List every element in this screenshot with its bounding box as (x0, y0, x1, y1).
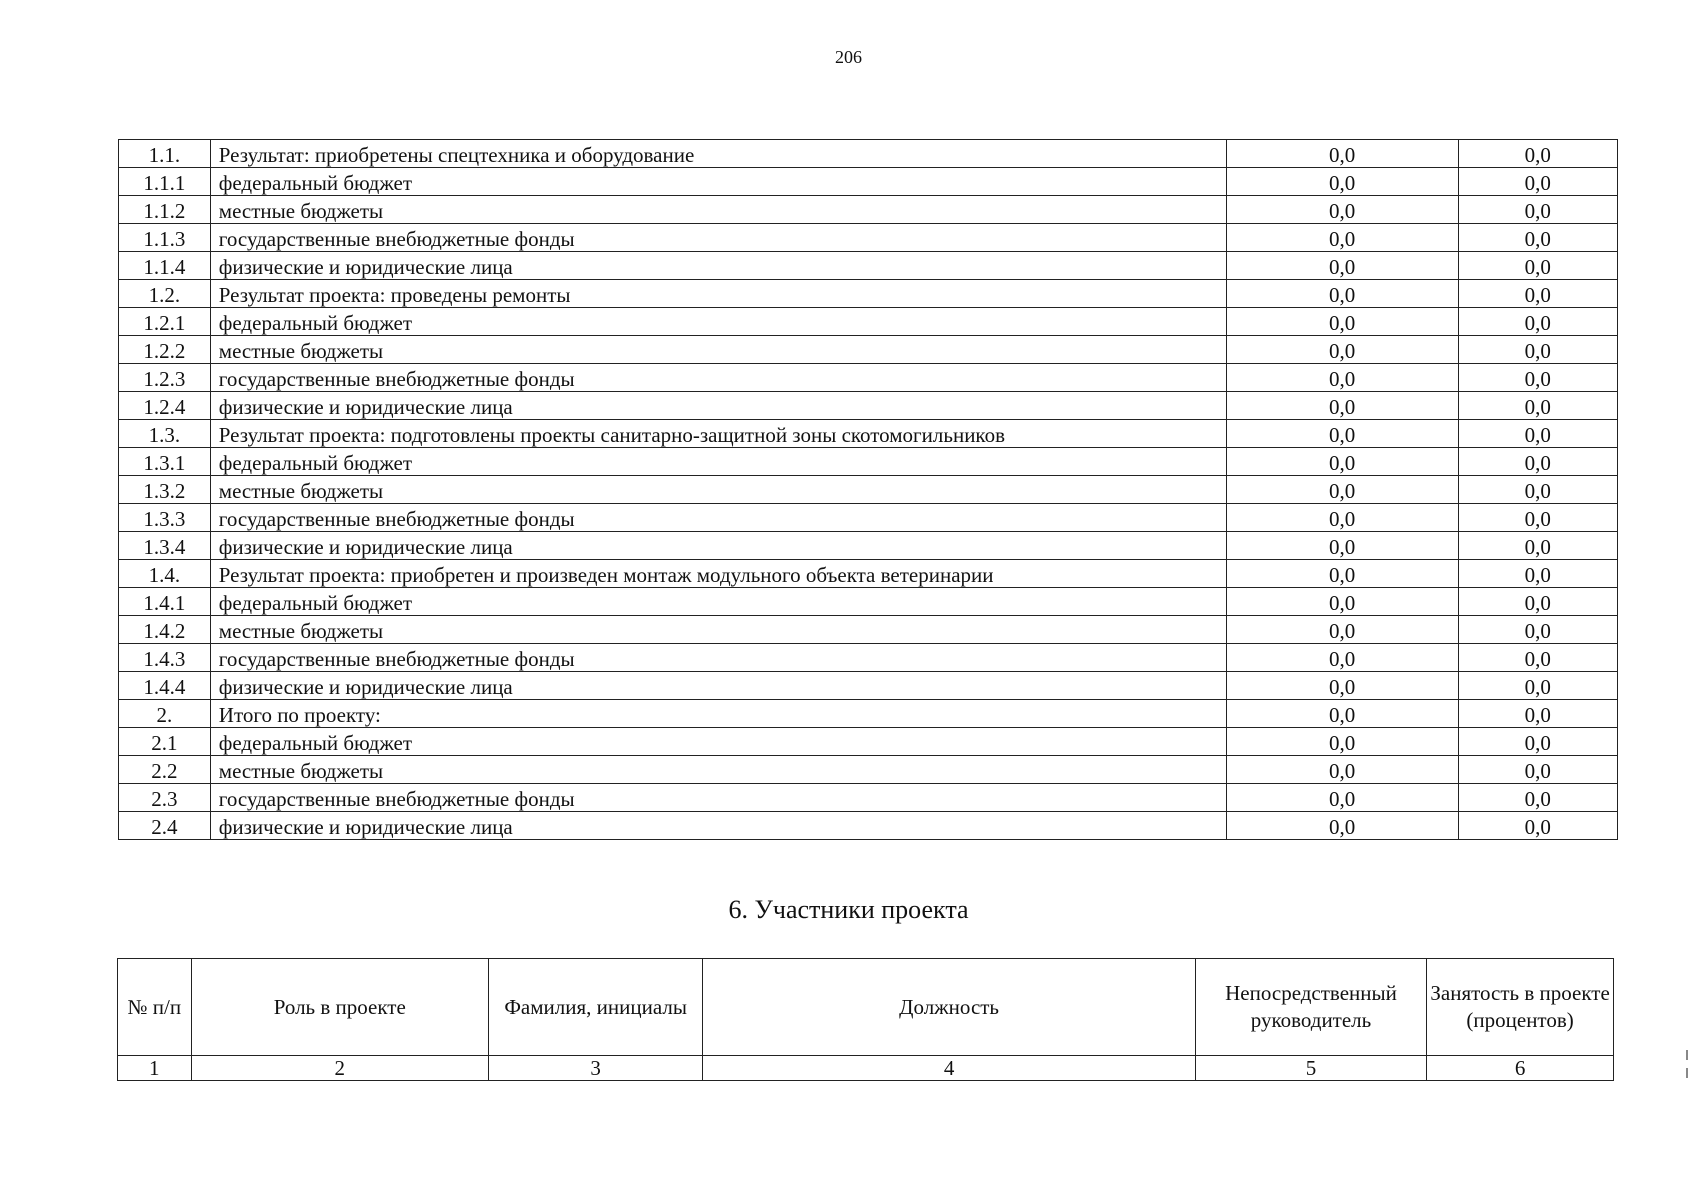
row-description: местные бюджеты (210, 336, 1226, 364)
row-number: 2.1 (119, 728, 211, 756)
row-value-2: 0,0 (1458, 616, 1617, 644)
row-description: федеральный бюджет (210, 728, 1226, 756)
row-description: государственные внебюджетные фонды (210, 364, 1226, 392)
row-value-2: 0,0 (1458, 560, 1617, 588)
row-value-1: 0,0 (1226, 280, 1458, 308)
row-description: местные бюджеты (210, 476, 1226, 504)
row-number: 1.1. (119, 140, 211, 168)
row-description: местные бюджеты (210, 616, 1226, 644)
header-employment: Занятость в проекте (процентов) (1427, 959, 1614, 1056)
row-number: 1.2.4 (119, 392, 211, 420)
row-value-2: 0,0 (1458, 504, 1617, 532)
row-description: государственные внебюджетные фонды (210, 224, 1226, 252)
row-description: государственные внебюджетные фонды (210, 644, 1226, 672)
table-row (119, 728, 1618, 756)
row-number: 1.3.1 (119, 448, 211, 476)
row-value-2: 0,0 (1458, 224, 1617, 252)
table-row (119, 504, 1618, 532)
row-description: федеральный бюджет (210, 168, 1226, 196)
row-description: государственные внебюджетные фонды (210, 784, 1226, 812)
table-row (119, 252, 1618, 280)
row-description: государственные внебюджетные фонды (210, 504, 1226, 532)
header-supervisor: Непосредственный руководитель (1195, 959, 1426, 1056)
row-number: 2.2 (119, 756, 211, 784)
row-value-1: 0,0 (1226, 616, 1458, 644)
row-value-1: 0,0 (1226, 476, 1458, 504)
row-description: физические и юридические лица (210, 672, 1226, 700)
row-value-2: 0,0 (1458, 196, 1617, 224)
row-value-1: 0,0 (1226, 336, 1458, 364)
row-value-1: 0,0 (1226, 364, 1458, 392)
row-value-1: 0,0 (1226, 728, 1458, 756)
row-value-1: 0,0 (1226, 784, 1458, 812)
row-value-2: 0,0 (1458, 140, 1617, 168)
row-number: 1.1.4 (119, 252, 211, 280)
row-value-1: 0,0 (1226, 504, 1458, 532)
participants-index-row (118, 1056, 1614, 1081)
row-value-1: 0,0 (1226, 168, 1458, 196)
scan-edge-mark (1686, 1068, 1688, 1078)
index-cell: 1 (118, 1056, 192, 1081)
row-description: физические и юридические лица (210, 252, 1226, 280)
row-value-2: 0,0 (1458, 364, 1617, 392)
row-value-2: 0,0 (1458, 672, 1617, 700)
row-value-2: 0,0 (1458, 308, 1617, 336)
table-row (119, 672, 1618, 700)
row-number: 1.4. (119, 560, 211, 588)
header-name: Фамилия, инициалы (488, 959, 702, 1056)
row-value-1: 0,0 (1226, 448, 1458, 476)
row-description: местные бюджеты (210, 756, 1226, 784)
row-number: 1.3.4 (119, 532, 211, 560)
row-value-2: 0,0 (1458, 700, 1617, 728)
header-number: № п/п (118, 959, 192, 1056)
table-row (119, 756, 1618, 784)
row-value-1: 0,0 (1226, 252, 1458, 280)
section-title: 6. Участники проекта (728, 895, 969, 924)
row-number: 1.2.2 (119, 336, 211, 364)
table-row (119, 308, 1618, 336)
row-number: 2.3 (119, 784, 211, 812)
row-number: 1.2.3 (119, 364, 211, 392)
row-description: Результат: приобретены спецтехника и оборудование (210, 140, 1226, 168)
row-description: местные бюджеты (210, 196, 1226, 224)
row-number: 1.4.2 (119, 616, 211, 644)
table-row (119, 700, 1618, 728)
row-number: 1.2.1 (119, 308, 211, 336)
table-row (119, 168, 1618, 196)
row-value-1: 0,0 (1226, 756, 1458, 784)
row-description: физические и юридические лица (210, 532, 1226, 560)
row-value-2: 0,0 (1458, 812, 1617, 840)
table-row (119, 280, 1618, 308)
row-number: 1.1.1 (119, 168, 211, 196)
budget-table-body (119, 140, 1618, 840)
participants-table (117, 958, 1614, 1081)
row-description: физические и юридические лица (210, 812, 1226, 840)
budget-table (118, 139, 1618, 840)
row-value-2: 0,0 (1458, 476, 1617, 504)
table-row (119, 784, 1618, 812)
table-row (119, 392, 1618, 420)
row-number: 2.4 (119, 812, 211, 840)
row-number: 1.3.2 (119, 476, 211, 504)
row-description: федеральный бюджет (210, 448, 1226, 476)
index-cell: 2 (191, 1056, 488, 1081)
participants-header-row (118, 959, 1614, 1056)
table-row (119, 476, 1618, 504)
row-value-1: 0,0 (1226, 588, 1458, 616)
row-number: 1.4.1 (119, 588, 211, 616)
row-description: федеральный бюджет (210, 588, 1226, 616)
table-row (119, 644, 1618, 672)
row-value-2: 0,0 (1458, 336, 1617, 364)
table-row (119, 364, 1618, 392)
row-value-1: 0,0 (1226, 560, 1458, 588)
row-value-2: 0,0 (1458, 448, 1617, 476)
table-row (119, 588, 1618, 616)
row-number: 1.4.3 (119, 644, 211, 672)
index-cell: 4 (703, 1056, 1195, 1081)
index-cell: 5 (1195, 1056, 1426, 1081)
row-value-2: 0,0 (1458, 532, 1617, 560)
row-value-1: 0,0 (1226, 672, 1458, 700)
row-number: 1.1.3 (119, 224, 211, 252)
table-row (119, 196, 1618, 224)
page-number: 206 (835, 47, 862, 67)
header-role: Роль в проекте (191, 959, 488, 1056)
row-number: 1.3.3 (119, 504, 211, 532)
row-number: 2. (119, 700, 211, 728)
table-row (119, 140, 1618, 168)
row-value-1: 0,0 (1226, 224, 1458, 252)
row-value-1: 0,0 (1226, 392, 1458, 420)
row-number: 1.1.2 (119, 196, 211, 224)
table-row (119, 560, 1618, 588)
row-value-1: 0,0 (1226, 140, 1458, 168)
table-row (119, 420, 1618, 448)
header-position: Должность (703, 959, 1195, 1056)
row-value-2: 0,0 (1458, 588, 1617, 616)
index-cell: 3 (488, 1056, 702, 1081)
row-value-2: 0,0 (1458, 728, 1617, 756)
row-value-1: 0,0 (1226, 308, 1458, 336)
row-value-1: 0,0 (1226, 812, 1458, 840)
table-row (119, 224, 1618, 252)
row-value-1: 0,0 (1226, 532, 1458, 560)
row-value-2: 0,0 (1458, 784, 1617, 812)
scan-edge-mark (1686, 1050, 1688, 1060)
row-number: 1.4.4 (119, 672, 211, 700)
row-value-2: 0,0 (1458, 644, 1617, 672)
row-value-2: 0,0 (1458, 756, 1617, 784)
row-value-2: 0,0 (1458, 420, 1617, 448)
row-value-2: 0,0 (1458, 168, 1617, 196)
row-description: физические и юридические лица (210, 392, 1226, 420)
table-row (119, 616, 1618, 644)
row-description: Результат проекта: подготовлены проекты санитарно-защитной зоны скотомогильников (210, 420, 1226, 448)
row-value-1: 0,0 (1226, 420, 1458, 448)
row-number: 1.2. (119, 280, 211, 308)
table-row (119, 812, 1618, 840)
row-number: 1.3. (119, 420, 211, 448)
row-description: Результат проекта: приобретен и произведен монтаж модульного объекта ветеринарии (210, 560, 1226, 588)
row-value-1: 0,0 (1226, 700, 1458, 728)
row-value-1: 0,0 (1226, 644, 1458, 672)
row-value-2: 0,0 (1458, 392, 1617, 420)
row-value-2: 0,0 (1458, 252, 1617, 280)
table-row (119, 448, 1618, 476)
row-description: Итого по проекту: (210, 700, 1226, 728)
row-description: федеральный бюджет (210, 308, 1226, 336)
table-row (119, 532, 1618, 560)
table-row (119, 336, 1618, 364)
row-value-2: 0,0 (1458, 280, 1617, 308)
row-value-1: 0,0 (1226, 196, 1458, 224)
row-description: Результат проекта: проведены ремонты (210, 280, 1226, 308)
index-cell: 6 (1427, 1056, 1614, 1081)
